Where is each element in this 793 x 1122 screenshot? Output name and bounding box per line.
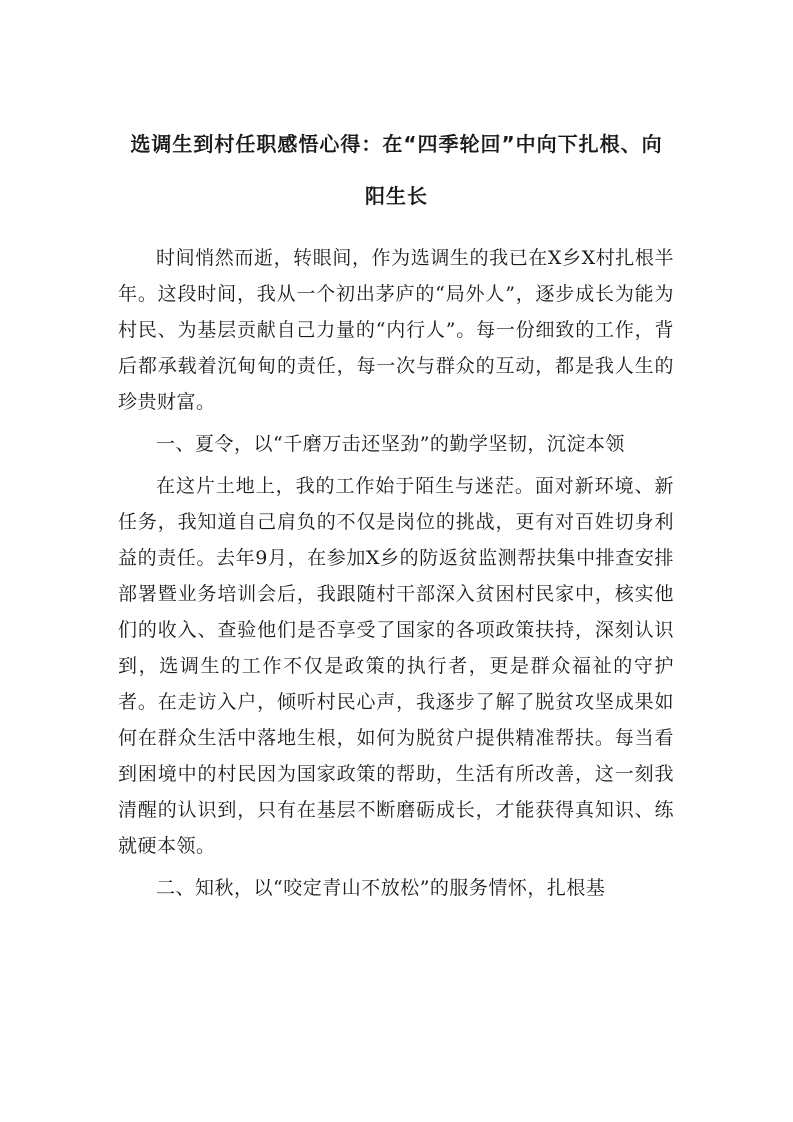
document-title — [110, 118, 683, 222]
section-heading-autumn: 二、知秋，以“咬定青山不放松”的服务情怀，扎根基 — [156, 877, 606, 899]
paragraph-intro: 时间悄然而逝，转眼间，作为选调生的我已在X乡X村扎根半年。这段时间，我从一个初出茅庐的“局外人”，逐步成长为能为村民、为基层贡献自己力量的“内行人”。每一份细致的工作，背后都承载着沉甸甸的责任，每一次与群众的互动，都是我人生的珍贵财富。 — [118, 247, 674, 413]
paragraph-summer: 在这片土地上，我的工作始于陌生与迷茫。面对新环境、新任务，我知道自己肩负的不仅是岗位的挑战，更有对百姓切身利益的责任。去年9月，在参加X乡的防返贫监测帮扶集中排查安排部署暨业务培训会后，我跟随村干部深入贫困村民家中，核实他们的收入、查验他们是否享受了国家的各项政策扶持，深刻认识到，选调生的工作不仅是政策的执行者，更是群众福祉的守护者。在走访入户，倾听村民心声，我逐步了解了脱贫攻坚成果如何在群众生活中落地生根，如何为脱贫户提供精准帮扶。每当看到困境中的村民因为国家政策的帮助，生活有所改善，这一刻我清醒的认识到，只有在基层不断磨砺成长，才能获得真知识、练就硬本领。 — [118, 475, 674, 857]
title-line-1: 选调生到村任职感悟心得：在“四季轮回”中向下扎根、向 — [130, 132, 663, 156]
title-line-2: 阳生长 — [365, 184, 428, 208]
section-heading-summer: 一、夏令，以“千磨万击还坚劲”的勤学坚韧，沉淀本领 — [156, 433, 625, 455]
document-body — [118, 240, 674, 912]
